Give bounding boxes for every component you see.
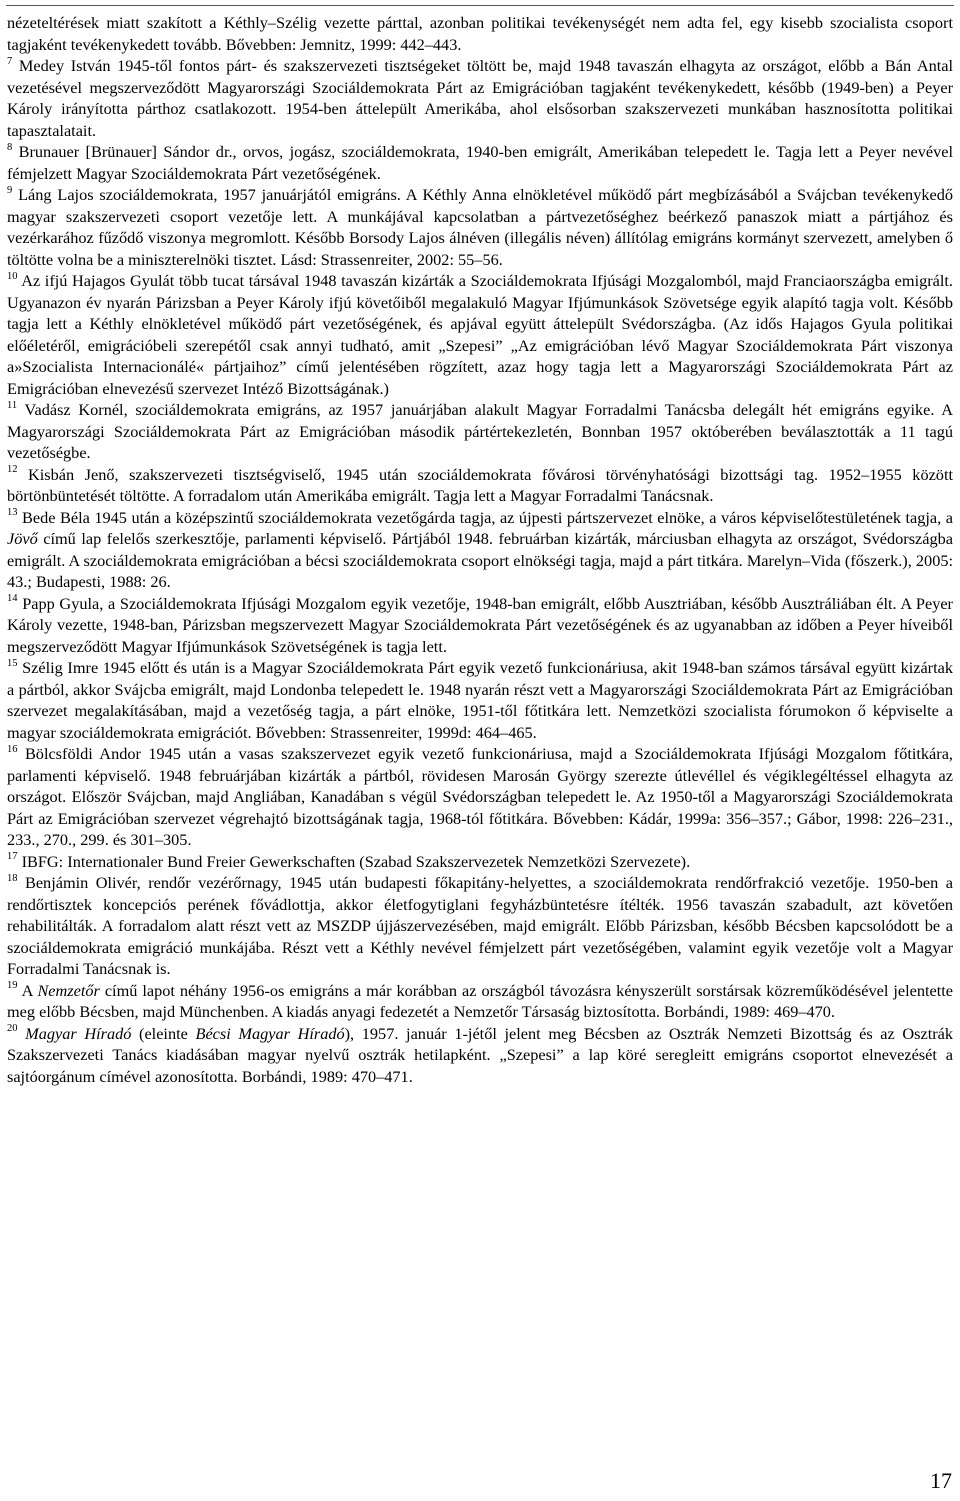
footnote-text: Benjámin Olivér, rendőr vezérőrnagy, 1945 után budapesti főkapitány-helyettes, a szociáldemokrata rendőrfrakció vezetője. 1950-ben a rendőrtisztek koncepciós perének fővádlottja, akkor életfogytiglani fegyházbüntetésre ítélték. 1956 tavaszán szabadult, azt követően rehabilitálták. A forradalom alatt részt vett az MSZDP újjászervezésében, majd emigrált. Előbb Párizsban, később Bécsben kapcsolódott be a szociáldemokrata emigráció munkájába. Részt vett a Kéthly nevével fémjelzett párt vezetőségében, valamint egyik vezetője volt a Magyar Forradalmi Tanácsnak is. xyxy=(7,873,953,978)
footnote-number: 16 xyxy=(7,743,18,755)
footnote-number: 8 xyxy=(7,141,13,153)
footnote-14 xyxy=(7,593,953,658)
footnote-text: A xyxy=(21,980,38,1000)
footnote-italic-title: Bécsi Magyar Híradó xyxy=(195,1023,345,1043)
footnote-number: 12 xyxy=(7,464,18,476)
footnote-text: Az ifjú Hajagos Gyulát több tucat társával 1948 tavaszán kizárták a Szociáldemokrata Ifjúsági Mozgalomból, majd Franciaországba emigrált. Ugyanazon év nyarán Párizsban a Peyer Károly ifjú követőiből megalakuló Magyar Ifjúmunkások Szövetsége egyik alapító tagja volt. Később tagja lett a Kéthly elnökletével működő párt vezetőségének, és apjával együtt áttelepült Svédországba. (Az idős Hajagos Gyula politikai előéletéről, emigrációbeli szerepétől csak annyi tudható, amit „Szepesi” „Az emigrációban lévő Magyar Szociáldemokrata Párt viszonya a»Szocialista Internacionálé« pártjaihoz” című jelentésében rögzített, azaz hogy tagja lett a Magyarországi Szociáldemokrata Párt az Emigrációban elnevezésű szervezet Intéző Bizottságának.) xyxy=(7,271,953,398)
footnote-number: 13 xyxy=(7,507,18,519)
footnote-text: Kisbán Jenő, szakszervezeti tisztségviselő, 1945 után szociáldemokrata fővárosi törvényhatósági bizottsági tag. 1952–1955 között börtönbüntetését töltötte. A forradalom után Amerikába emigrált. Tagja lett a Magyar Forradalmi Tanácsnak. xyxy=(7,464,953,505)
footnote-text: Szélig Imre 1945 előtt és után is a Magyar Szociáldemokrata Párt egyik vezető funkcionáriusa, akit 1948-ban számos társával együtt kizártak a pártból, akkor Svájcba emigrált, majd Londonba telepedett le. 1948 nyarán részt vett a Magyarországi Szociáldemokrata Párt az Emigrációban szervezet megalakításában, majd a vezetőség tagja, a párt elnöke, 1951-től főtitkára lett. Nemzetközi szocialista fórumokon ő képviselte a magyar szociáldemokrata emigrációt. Bővebben: Strassenreiter, 1999d: 464–465. xyxy=(7,658,953,742)
footnote-16 xyxy=(7,743,953,851)
footnote-text: Láng Lajos szociáldemokrata, 1957 januárjától emigráns. A Kéthly Anna elnökletével működő párt megbízásából a Svájcban tevékenykedő magyar szakszervezeti csoport vezetője lett. A munkájával kapcsolatban a pártvezetőséghez beérkező panaszok miatt a pártjához és vezérkarához fűződő viszonya megromlott. Később Borsody Lajos álnéven (illegális néven) állítólag emigráns kormányt szervezett, amelyben ő töltötte volna be a miniszterelnöki tisztet. Lásd: Strassenreiter, 2002: 55–56. xyxy=(7,185,953,269)
footnote-text: (eleinte xyxy=(131,1023,196,1043)
footnote-10 xyxy=(7,270,953,399)
footnote-number: 14 xyxy=(7,593,18,605)
footnote-number: 17 xyxy=(7,851,18,863)
footnotes-page xyxy=(7,12,953,1087)
footnote-number: 18 xyxy=(7,872,18,884)
footnote-number: 11 xyxy=(7,399,18,411)
footnote-number: 15 xyxy=(7,657,18,669)
footnote-italic-title: Nemzetőr xyxy=(37,980,100,1000)
footnote-italic-title: Magyar Híradó xyxy=(25,1023,132,1043)
footnote-number: 9 xyxy=(7,184,13,196)
footnote-19 xyxy=(7,980,953,1023)
footnote-12 xyxy=(7,464,953,507)
continuation-text: nézeteltérések miatt szakított a Kéthly–Szélig vezette párttal, azonban politikai tevékenységét nem adta fel, egy kisebb szocialista csoport tagjaként tevékenykedett tovább. Bővebben: Jemnitz, 1999: 442–443. xyxy=(7,13,953,54)
footnote-number: 20 xyxy=(7,1023,18,1035)
footnote-text: Medey István 1945-től fontos párt- és szakszervezeti tisztségeket töltött be, majd 1948 tavaszán elhagyta az országot, előbb a Bán Antal vezetésével megszerveződött Magyarországi Szociáldemokrata Párt az Emigrációban tagjaként tevékenykedett, később (1949-ben) a Peyer Károly irányította párthoz csatlakozott. 1954-ben áttelepült Amerikába, ahol elsősorban szakszervezeti munkában hasznosította politikai tapasztalatait. xyxy=(7,56,953,140)
footnote-18 xyxy=(7,872,953,980)
footnote-number: 7 xyxy=(7,55,13,67)
footnote-text: című lap felelős szerkesztője, parlamenti képviselő. Pártjából 1948. februárban kizárták, márciusban elhagyta az országot, Svédországba emigrált. A szociáldemokrata emigrációban a bécsi szociáldemokrata csoport elnökségi tagja, majd a párt titkára. Marelyn–Vida (főszerk.), 2005: 43.; Budapesti, 1988: 26. xyxy=(7,529,953,591)
footnote-text: ), 1957. január 1-jétől jelent meg Bécsben az Osztrák Nemzeti Bizottság és az Osztrák Szakszervezeti Tanács kiadásában magyar nyelvű osztrák hetilapként. „Szepesi” a lap köré seregleitt emigráns csoportot elnevezését a sajtóorgánum címével azonosította. Borbándi, 1989: 470–471. xyxy=(7,1023,954,1086)
footnote-7 xyxy=(7,55,953,141)
footnote-text: Brunauer [Brünauer] Sándor dr., orvos, jogász, szociáldemokrata, 1940-ben emigrált, Amerikában telepedett le. Tagja lett a Peyer nevével fémjelzett Magyar Szociáldemokrata Párt vezetőségének. xyxy=(7,142,953,183)
top-rule xyxy=(6,5,954,6)
footnote-15 xyxy=(7,657,953,743)
footnote-13 xyxy=(7,507,953,593)
footnote-text: Papp Gyula, a Szociáldemokrata Ifjúsági Mozgalom egyik vezetője, 1948-ban emigrált, előbb Ausztriában, később Ausztráliában élt. A Peyer Károly vezette, 1948-ban, Párizsban megszervezett Magyar Szociáldemokrata Párt vezetőségének és az ugyanabban az időben a Peyer híveiből megszerveződött Magyar Ifjúmunkások Szövetségének is tagja lett. xyxy=(7,593,953,656)
footnote-text: című lapot néhány 1956-os emigráns a már korábban az országból távozásra kényszerült sorstársak közreműködésével jelentette meg előbb Bécsben, majd Münchenben. A kiadás anyagi fedezetét a Nemzetőr Társaság biztosította. Borbándi, 1989: 469–470. xyxy=(7,980,953,1021)
footnote-text: IBFG: Internationaler Bund Freier Gewerkschaften (Szabad Szakszervezetek Nemzetközi Szervezete). xyxy=(21,851,691,871)
footnote-9 xyxy=(7,184,953,270)
footnote-8 xyxy=(7,141,953,184)
footnote-text: Bede Béla 1945 után a középszintű szociáldemokrata vezetőgárda tagja, az újpesti pártszervezet elnöke, a város képviselőtestületének tagja, a xyxy=(22,507,953,527)
footnote-11 xyxy=(7,399,953,464)
footnote-number: 10 xyxy=(7,270,18,282)
footnote-20 xyxy=(7,1023,953,1088)
page-number: 17 xyxy=(930,1468,952,1493)
footnote-text: Vadász Kornél, szociáldemokrata emigráns, az 1957 januárjában alakult Magyar Forradalmi Tanácsba delegált hét emigráns egyike. A Magyarországi Szociáldemokrata Párt az Emigrációban második pártértekezletén, Bonnban 1957 októberében beválasztották a 11 tagú vezetőségbe. xyxy=(7,400,953,462)
footnote-italic-title: Jövő xyxy=(7,529,38,548)
footnote-17 xyxy=(7,851,953,873)
footnote-number: 19 xyxy=(7,980,18,992)
footnote-text: Bölcsföldi Andor 1945 után a vasas szakszervezet egyik vezető funkcionáriusa, majd a Szociáldemokrata Ifjúsági Mozgalom főtitkára, parlamenti képviselő. 1948 februárjában kizárták a pártból, rövidesen Marosán György szerezte útlevéllel és végiklegéltéssel elhagyta az országot. Először Svájcban, majd Angliában, Kanadában s végül Svédországban telepedett le. Az 1950-től a Magyarországi Szociáldemokrata Párt az Emigrációban szervezet végrehajtó bizottságának tagja, 1968-tól főtitkára. Bővebben: Kádár, 1999a: 356–357.; Gábor, 1998: 226–231., 233., 270., 299. és 301–305. xyxy=(7,744,953,849)
